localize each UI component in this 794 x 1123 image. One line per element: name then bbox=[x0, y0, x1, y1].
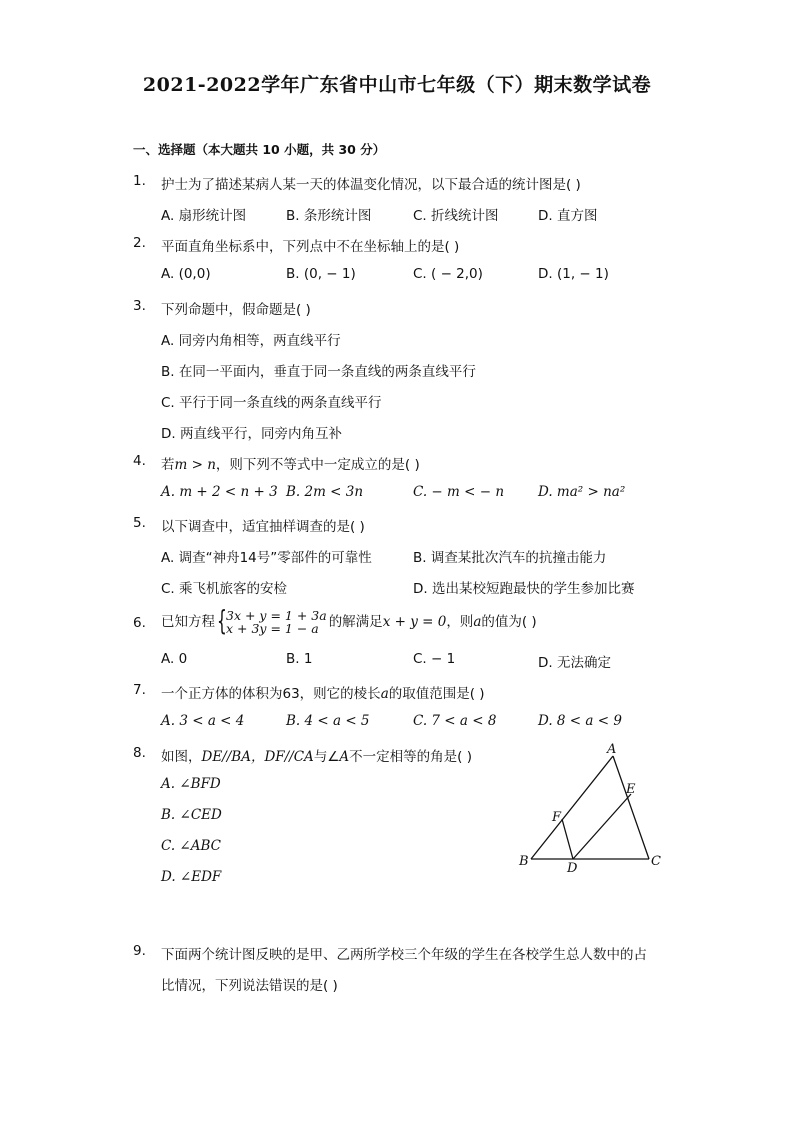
question-text-line1: 下面两个统计图反映的是甲、乙两所学校三个年级的学生在各校学生总人数中的占 bbox=[161, 947, 647, 963]
label-c: C bbox=[651, 854, 661, 869]
equation-system: { 3x + y = 1 + 3a x + 3y = 1 − a bbox=[217, 604, 327, 637]
option-b[interactable]: B. 4 < a < 5 bbox=[286, 713, 370, 729]
question-number: 2. bbox=[133, 235, 146, 251]
option-a[interactable]: A. 0 bbox=[161, 651, 188, 667]
question-number: 7. bbox=[133, 682, 146, 698]
label-d: D bbox=[567, 861, 578, 876]
question-text: 平面直角坐标系中，下列点中不在坐标轴上的是( ) bbox=[161, 239, 460, 255]
option-d[interactable]: D. 无法确定 bbox=[538, 655, 611, 671]
option-d[interactable]: D. 8 < a < 9 bbox=[538, 713, 622, 729]
option-c[interactable]: C. 折线统计图 bbox=[413, 208, 499, 224]
option-b[interactable]: B. 1 bbox=[286, 651, 313, 667]
option-a[interactable]: A. 扇形统计图 bbox=[161, 208, 247, 224]
question-number: 9. bbox=[133, 943, 146, 959]
page-title: 2021-2022学年广东省中山市七年级（下）期末数学试卷 bbox=[142, 74, 652, 96]
option-a[interactable]: A. (0,0) bbox=[161, 266, 211, 282]
option-a[interactable]: A. 3 < a < 4 bbox=[161, 713, 245, 729]
question-text: 以下调查中，适宜抽样调查的是( ) bbox=[161, 519, 365, 535]
option-d[interactable]: D. ∠EDF bbox=[161, 869, 222, 885]
option-c[interactable]: C. 乘飞机旅客的安检 bbox=[161, 581, 288, 597]
question-text-line2: 比情况，下列说法错误的是( ) bbox=[161, 978, 338, 994]
option-d[interactable]: D. (1, − 1) bbox=[538, 266, 609, 282]
label-f: F bbox=[552, 810, 562, 825]
question-text: 下列命题中，假命题是( ) bbox=[161, 302, 311, 318]
option-b[interactable]: B. 条形统计图 bbox=[286, 208, 372, 224]
inline-math: m > n bbox=[174, 457, 216, 473]
question-number: 8. bbox=[133, 745, 146, 761]
option-c[interactable]: C. − 1 bbox=[413, 651, 456, 667]
option-c[interactable]: C. ∠ABC bbox=[161, 838, 221, 854]
option-b[interactable]: B. 在同一平面内，垂直于同一条直线的两条直线平行 bbox=[161, 364, 476, 380]
label-a: A bbox=[607, 742, 617, 757]
label-b: B bbox=[519, 854, 529, 869]
question-text: 如图，DE//BA，DF//CA与∠A不一定相等的角是( ) bbox=[161, 749, 472, 765]
option-b[interactable]: B. 调查某批次汽车的抗撞击能力 bbox=[413, 550, 607, 566]
option-a[interactable]: A. 同旁内角相等，两直线平行 bbox=[161, 333, 341, 349]
triangle-figure bbox=[510, 738, 670, 878]
option-c[interactable]: C. 平行于同一条直线的两条直线平行 bbox=[161, 395, 382, 411]
question-number: 3. bbox=[133, 298, 146, 314]
question-number: 1. bbox=[133, 173, 146, 189]
option-b[interactable]: B. ∠CED bbox=[161, 807, 222, 823]
question-number: 4. bbox=[133, 453, 146, 469]
option-a[interactable]: A. m + 2 < n + 3 bbox=[161, 484, 278, 500]
option-d[interactable]: D. ma² > na² bbox=[538, 484, 626, 500]
question-text: 一个正方体的体积为63，则它的棱长a的取值范围是( ) bbox=[161, 686, 485, 702]
segment-df bbox=[562, 819, 573, 859]
question-text: 护士为了描述某病人某一天的体温变化情况，以下最合适的统计图是( ) bbox=[161, 177, 581, 193]
segment-de bbox=[573, 794, 631, 859]
question-number: 6. bbox=[133, 615, 146, 631]
segment-ba bbox=[531, 756, 613, 859]
label-e: E bbox=[626, 782, 636, 797]
section-heading: 一、选择题（本大题共 10 小题，共 30 分） bbox=[133, 142, 386, 157]
question-number: 5. bbox=[133, 515, 146, 531]
question-text: 若m > n，则下列不等式中一定成立的是( ) bbox=[161, 457, 420, 473]
option-d[interactable]: D. 直方图 bbox=[538, 208, 598, 224]
option-a[interactable]: A. 调查“神舟14号”零部件的可靠性 bbox=[161, 550, 372, 566]
option-d[interactable]: D. 两直线平行，同旁内角互补 bbox=[161, 426, 342, 442]
question-text: 已知方程 { 3x + y = 1 + 3a x + 3y = 1 − a 的解满足x + y = 0，则a的值为( ) bbox=[161, 604, 537, 637]
option-b[interactable]: B. 2m < 3n bbox=[286, 484, 364, 500]
option-a[interactable]: A. ∠BFD bbox=[161, 776, 221, 792]
brace-icon: { bbox=[217, 604, 227, 637]
option-c[interactable]: C. ( − 2,0) bbox=[413, 266, 483, 282]
option-c[interactable]: C. 7 < a < 8 bbox=[413, 713, 497, 729]
option-b[interactable]: B. (0, − 1) bbox=[286, 266, 356, 282]
option-c[interactable]: C. − m < − n bbox=[413, 484, 505, 500]
option-d[interactable]: D. 选出某校短跑最快的学生参加比赛 bbox=[413, 581, 635, 597]
